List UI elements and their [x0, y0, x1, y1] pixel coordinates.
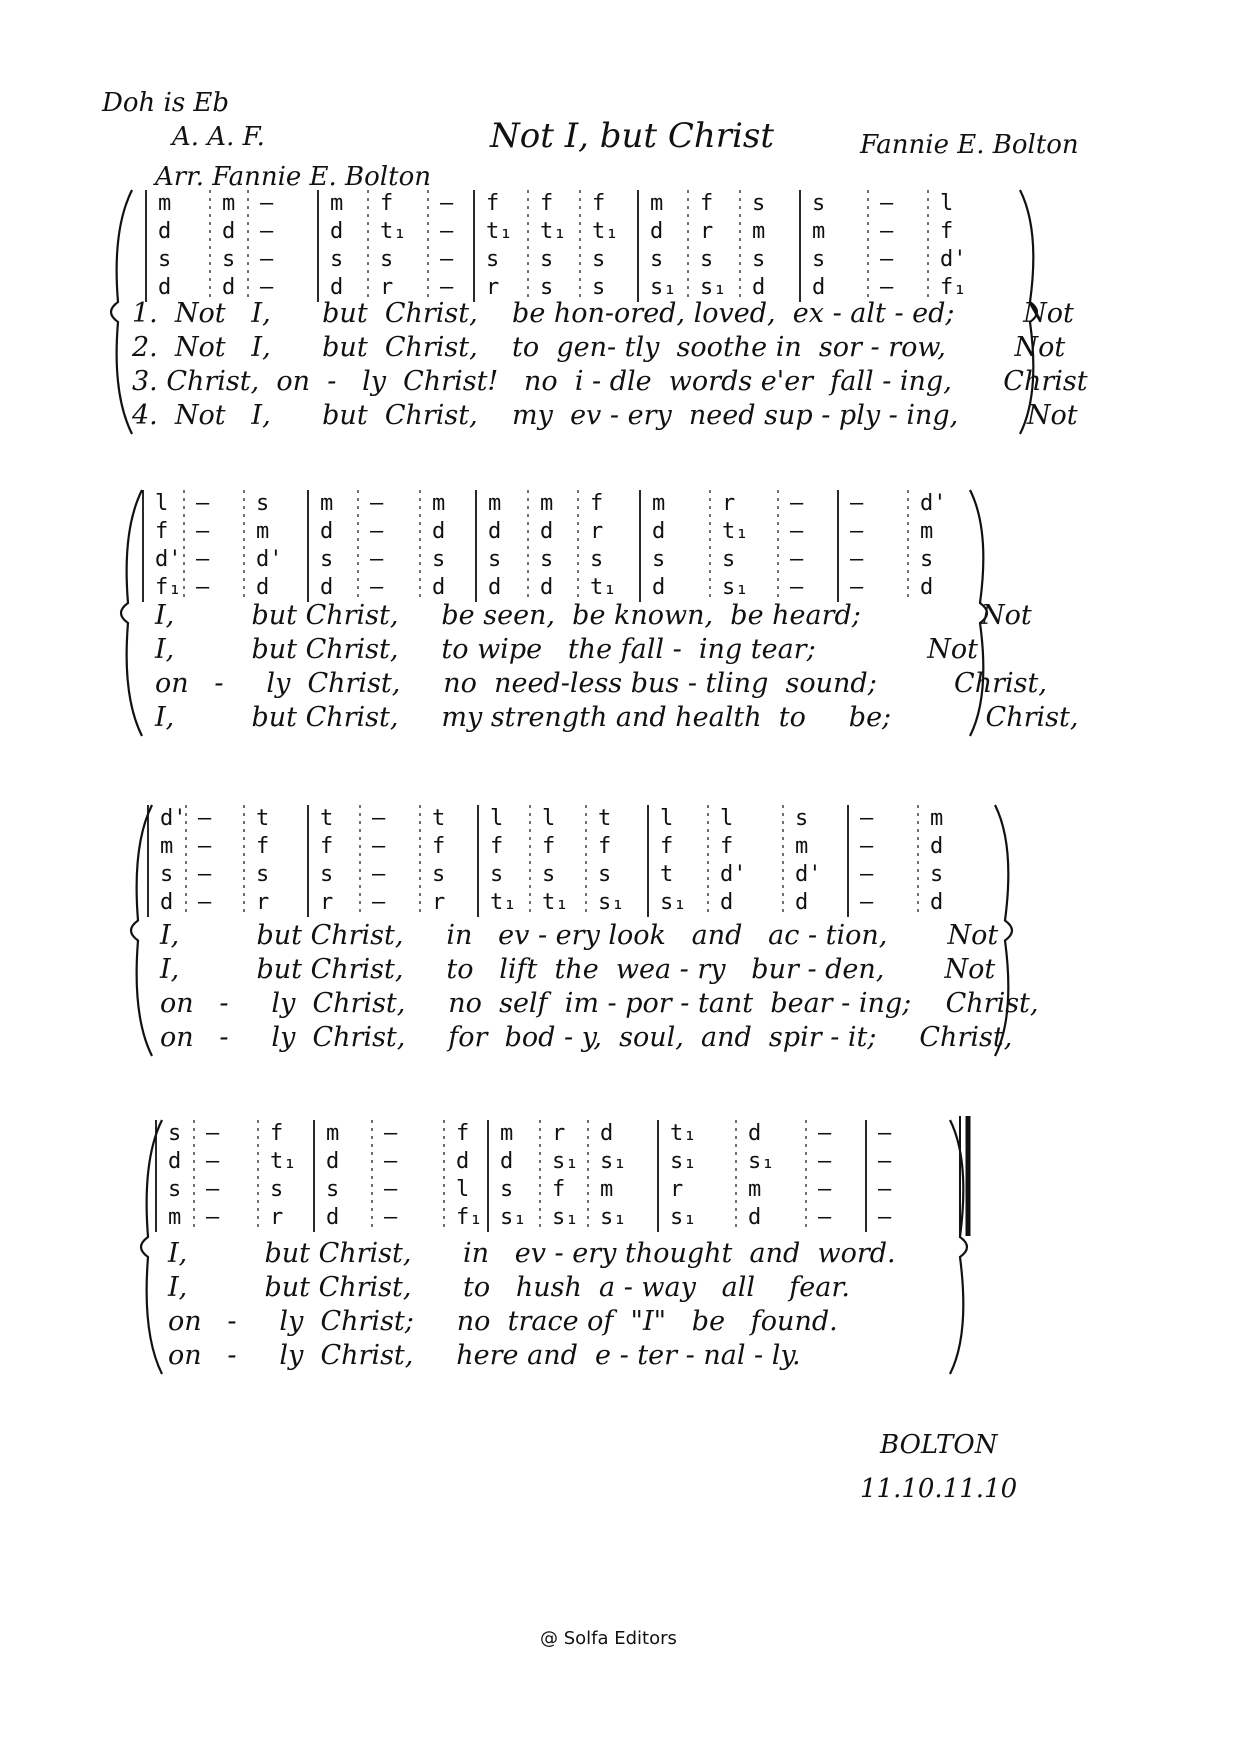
solfa-note: f	[700, 191, 714, 216]
solfa-note: f	[490, 834, 504, 859]
solfa-note: t₁	[722, 519, 749, 544]
solfa-note: d	[330, 275, 344, 300]
solfa-note: d'	[160, 806, 187, 831]
left-brace	[111, 190, 132, 434]
hold-dash: —	[372, 834, 386, 859]
solfa-note: d	[540, 575, 554, 600]
lyric-line-verse-1: I, but Christ, in ev - ery look and ac - tion, Not	[160, 920, 999, 951]
hold-dash: —	[850, 575, 864, 600]
solfa-note: s	[812, 247, 826, 272]
hold-dash: —	[850, 491, 864, 516]
solfa-note: s	[592, 247, 606, 272]
solfa-note: r	[670, 1177, 684, 1202]
hold-dash: —	[860, 890, 874, 915]
solfa-note: t₁	[592, 219, 619, 244]
solfa-note: d	[320, 519, 334, 544]
solfa-note: s	[256, 862, 270, 887]
lyric-line-verse-2: 2. Not I, but Christ, to gen- tly soothe in sor - row, Not	[132, 332, 1066, 363]
solfa-note: m	[652, 491, 666, 516]
hold-dash: —	[440, 219, 454, 244]
hymn-title: Not I, but Christ	[490, 116, 775, 156]
hold-dash: —	[384, 1149, 398, 1174]
solfa-note: s₁	[552, 1149, 579, 1174]
hold-dash: —	[860, 806, 874, 831]
solfa-note: d'	[795, 862, 822, 887]
solfa-note: s	[752, 247, 766, 272]
solfa-note: d	[930, 890, 944, 915]
solfa-note: s	[752, 191, 766, 216]
hold-dash: —	[850, 519, 864, 544]
solfa-note: f	[552, 1177, 566, 1202]
hold-dash: —	[860, 862, 874, 887]
solfa-note: m	[320, 491, 334, 516]
lyric-line-verse-1: I, but Christ, in ev - ery thought and word.	[168, 1238, 896, 1269]
solfa-note: r	[380, 275, 394, 300]
lyric-line-verse-2: I, but Christ, to wipe the fall - ing tear; Not	[155, 634, 978, 665]
solfa-note: d	[720, 890, 734, 915]
lyric-line-verse-2: I, but Christ, to hush a - way all fear.	[168, 1272, 850, 1303]
solfa-note: d	[330, 219, 344, 244]
solfa-note: l	[490, 806, 504, 831]
solfa-note: r	[552, 1121, 566, 1146]
solfa-note: s	[488, 547, 502, 572]
solfa-note: d	[256, 575, 270, 600]
hold-dash: —	[384, 1177, 398, 1202]
solfa-note: t₁	[490, 890, 517, 915]
hold-dash: —	[198, 806, 212, 831]
solfa-note: d	[160, 890, 174, 915]
author-initials: A. A. F.	[172, 122, 265, 152]
music-system-2	[0, 490, 1240, 760]
hold-dash: —	[880, 247, 894, 272]
solfa-note: t	[256, 806, 270, 831]
hold-dash: —	[878, 1149, 892, 1174]
solfa-note: t	[320, 806, 334, 831]
solfa-note: s	[256, 491, 270, 516]
solfa-note: s	[486, 247, 500, 272]
hold-dash: —	[790, 491, 804, 516]
solfa-note: m	[752, 219, 766, 244]
solfa-note: f	[256, 834, 270, 859]
solfa-note: d	[650, 219, 664, 244]
hold-dash: —	[370, 575, 384, 600]
solfa-note: f₁	[456, 1205, 483, 1230]
solfa-note: d	[488, 575, 502, 600]
solfa-note: d	[158, 219, 172, 244]
arranger-credit: Arr. Fannie E. Bolton	[155, 162, 431, 192]
hold-dash: —	[372, 890, 386, 915]
solfa-note: d	[920, 575, 934, 600]
solfa-note: m	[168, 1205, 182, 1230]
hold-dash: —	[196, 575, 210, 600]
left-brace	[141, 1120, 162, 1374]
solfa-note: f	[592, 191, 606, 216]
solfa-note: s	[330, 247, 344, 272]
hold-dash: —	[878, 1121, 892, 1146]
solfa-note: f	[720, 834, 734, 859]
solfa-note: s	[540, 247, 554, 272]
solfa-note: s	[270, 1177, 284, 1202]
solfa-note: m	[748, 1177, 762, 1202]
solfa-note: d	[222, 275, 236, 300]
hold-dash: —	[206, 1177, 220, 1202]
solfa-note: s	[592, 275, 606, 300]
hold-dash: —	[818, 1121, 832, 1146]
solfa-note: f₁	[940, 275, 967, 300]
solfa-note: r	[590, 519, 604, 544]
solfa-note: d	[326, 1205, 340, 1230]
solfa-note: m	[600, 1177, 614, 1202]
hold-dash: —	[880, 275, 894, 300]
hold-dash: —	[370, 547, 384, 572]
hold-dash: —	[790, 575, 804, 600]
solfa-note: s	[158, 247, 172, 272]
solfa-note: d	[812, 275, 826, 300]
solfa-note: l	[660, 806, 674, 831]
copyright-notice: @ Solfa Editors	[540, 1628, 677, 1649]
solfa-note: r	[432, 890, 446, 915]
solfa-note: d	[930, 834, 944, 859]
solfa-note: s	[222, 247, 236, 272]
solfa-note: s	[432, 862, 446, 887]
solfa-note: s	[722, 547, 736, 572]
lyric-line-verse-4: on - ly Christ, here and e - ter - nal - ly.	[168, 1340, 801, 1371]
solfa-note: s	[168, 1121, 182, 1146]
solfa-note: d	[488, 519, 502, 544]
lyric-line-verse-3: on - ly Christ, no need-less bus - tling sound; Christ,	[155, 668, 1047, 699]
lyric-line-verse-2: I, but Christ, to lift the wea - ry bur - den, Not	[160, 954, 996, 985]
hold-dash: —	[440, 191, 454, 216]
solfa-note: d'	[155, 547, 182, 572]
hold-dash: —	[196, 491, 210, 516]
solfa-note: t₁	[670, 1121, 697, 1146]
solfa-note: d	[320, 575, 334, 600]
hold-dash: —	[198, 834, 212, 859]
hold-dash: —	[850, 547, 864, 572]
hold-dash: —	[206, 1121, 220, 1146]
solfa-note: d	[752, 275, 766, 300]
hold-dash: —	[878, 1205, 892, 1230]
solfa-note: s₁	[650, 275, 677, 300]
solfa-note: s	[700, 247, 714, 272]
solfa-note: d	[326, 1149, 340, 1174]
solfa-note: s	[380, 247, 394, 272]
solfa-note: s₁	[552, 1205, 579, 1230]
tune-meter: 11.10.11.10	[860, 1474, 1018, 1504]
solfa-note: s	[650, 247, 664, 272]
right-brace	[950, 1120, 967, 1374]
solfa-note: s₁	[600, 1149, 627, 1174]
solfa-note: f	[380, 191, 394, 216]
solfa-note: s₁	[722, 575, 749, 600]
solfa-note: s	[795, 806, 809, 831]
hold-dash: —	[860, 834, 874, 859]
solfa-note: d	[168, 1149, 182, 1174]
hold-dash: —	[384, 1205, 398, 1230]
solfa-note: r	[320, 890, 334, 915]
solfa-note: m	[326, 1121, 340, 1146]
hold-dash: —	[370, 519, 384, 544]
hold-dash: —	[260, 191, 274, 216]
solfa-note: m	[795, 834, 809, 859]
solfa-note: m	[256, 519, 270, 544]
solfa-note: r	[270, 1205, 284, 1230]
solfa-note: t	[432, 806, 446, 831]
hold-dash: —	[440, 247, 454, 272]
solfa-note: s	[652, 547, 666, 572]
solfa-note: s	[920, 547, 934, 572]
solfa-note: d	[456, 1149, 470, 1174]
music-system-3	[0, 805, 1240, 1085]
solfa-note: f	[940, 219, 954, 244]
solfa-note: f	[456, 1121, 470, 1146]
lyric-line-verse-1: 1. Not I, but Christ, be hon-ored, loved, ex - alt - ed; Not	[132, 298, 1074, 329]
solfa-note: d	[432, 519, 446, 544]
solfa-note: s	[168, 1177, 182, 1202]
solfa-note: t₁	[380, 219, 407, 244]
lyric-line-verse-3: on - ly Christ; no trace of "I" be found.	[168, 1306, 838, 1337]
hold-dash: —	[206, 1149, 220, 1174]
solfa-note: d	[222, 219, 236, 244]
hold-dash: —	[790, 547, 804, 572]
hold-dash: —	[880, 219, 894, 244]
solfa-note: m	[650, 191, 664, 216]
solfa-note: t₁	[270, 1149, 297, 1174]
solfa-note: t₁	[486, 219, 513, 244]
solfa-note: s₁	[660, 890, 687, 915]
solfa-note: d	[652, 519, 666, 544]
solfa-note: m	[432, 491, 446, 516]
hold-dash: —	[196, 547, 210, 572]
solfa-note: s	[432, 547, 446, 572]
solfa-note: s	[590, 547, 604, 572]
solfa-note: f	[486, 191, 500, 216]
solfa-note: s₁	[598, 890, 625, 915]
solfa-note: d'	[256, 547, 283, 572]
hold-dash: —	[818, 1177, 832, 1202]
solfa-note: d'	[940, 247, 967, 272]
hold-dash: —	[818, 1149, 832, 1174]
hold-dash: —	[196, 519, 210, 544]
solfa-note: m	[160, 834, 174, 859]
hold-dash: —	[878, 1177, 892, 1202]
solfa-note: l	[940, 191, 954, 216]
solfa-note: m	[812, 219, 826, 244]
solfa-note: d	[500, 1149, 514, 1174]
lyric-line-verse-4: 4. Not I, but Christ, my ev - ery need sup - ply - ing, Not	[132, 400, 1078, 431]
left-brace	[121, 490, 142, 736]
solfa-note: d	[600, 1121, 614, 1146]
solfa-note: s₁	[600, 1205, 627, 1230]
solfa-note: t₁	[542, 890, 569, 915]
music-system-4	[0, 1120, 1240, 1400]
solfa-note: f	[598, 834, 612, 859]
solfa-note: s	[326, 1177, 340, 1202]
hold-dash: —	[206, 1205, 220, 1230]
solfa-note: d	[795, 890, 809, 915]
solfa-note: d	[432, 575, 446, 600]
lyric-line-verse-3: on - ly Christ, no self im - por - tant bear - ing; Christ,	[160, 988, 1039, 1019]
solfa-note: s	[812, 191, 826, 216]
solfa-note: s₁	[700, 275, 727, 300]
solfa-note: m	[540, 491, 554, 516]
solfa-note: s	[490, 862, 504, 887]
solfa-note: l	[155, 491, 169, 516]
solfa-note: s₁	[670, 1149, 697, 1174]
solfa-note: t	[598, 806, 612, 831]
hold-dash: —	[198, 862, 212, 887]
solfa-note: s	[540, 275, 554, 300]
hold-dash: —	[260, 219, 274, 244]
solfa-note: f	[542, 834, 556, 859]
solfa-note: l	[542, 806, 556, 831]
solfa-note: d	[652, 575, 666, 600]
hold-dash: —	[372, 862, 386, 887]
solfa-note: f	[540, 191, 554, 216]
solfa-note: r	[700, 219, 714, 244]
solfa-note: m	[920, 519, 934, 544]
solfa-note: s	[160, 862, 174, 887]
solfa-note: d	[540, 519, 554, 544]
solfa-note: t₁	[540, 219, 567, 244]
hold-dash: —	[790, 519, 804, 544]
tune-name: BOLTON	[880, 1430, 998, 1460]
composer-credit: Fannie E. Bolton	[860, 130, 1079, 160]
hold-dash: —	[260, 275, 274, 300]
solfa-note: s	[540, 547, 554, 572]
solfa-note: f	[432, 834, 446, 859]
solfa-note: s	[320, 862, 334, 887]
solfa-note: l	[720, 806, 734, 831]
solfa-note: m	[222, 191, 236, 216]
solfa-note: r	[486, 275, 500, 300]
solfa-note: d	[158, 275, 172, 300]
solfa-note: d'	[920, 491, 947, 516]
lyric-line-verse-4: I, but Christ, my strength and health to be; Christ,	[155, 702, 1079, 733]
solfa-note: s	[930, 862, 944, 887]
hold-dash: —	[440, 275, 454, 300]
solfa-note: s₁	[500, 1205, 527, 1230]
hold-dash: —	[260, 247, 274, 272]
solfa-note: d'	[720, 862, 747, 887]
solfa-note: s	[320, 547, 334, 572]
music-system-1	[0, 190, 1240, 450]
solfa-note: s	[500, 1177, 514, 1202]
solfa-note: f	[320, 834, 334, 859]
solfa-note: t₁	[590, 575, 617, 600]
solfa-note: m	[930, 806, 944, 831]
lyric-line-verse-3: 3. Christ, on - ly Christ! no i - dle words e'er fall - ing, Christ	[132, 366, 1088, 397]
solfa-note: f₁	[155, 575, 182, 600]
solfa-note: t	[660, 862, 674, 887]
solfa-note: s₁	[670, 1205, 697, 1230]
hold-dash: —	[818, 1205, 832, 1230]
solfa-note: m	[330, 191, 344, 216]
doh-key-label: Doh is Eb	[102, 88, 230, 118]
solfa-note: s	[542, 862, 556, 887]
solfa-note: m	[500, 1121, 514, 1146]
solfa-note: r	[256, 890, 270, 915]
hold-dash: —	[880, 191, 894, 216]
solfa-note: r	[722, 491, 736, 516]
hold-dash: —	[370, 491, 384, 516]
solfa-note: f	[590, 491, 604, 516]
hold-dash: —	[372, 806, 386, 831]
solfa-note: d	[748, 1205, 762, 1230]
solfa-note: s₁	[748, 1149, 775, 1174]
solfa-note: l	[456, 1177, 470, 1202]
hold-dash: —	[198, 890, 212, 915]
solfa-note: f	[155, 519, 169, 544]
solfa-note: s	[598, 862, 612, 887]
solfa-note: m	[158, 191, 172, 216]
solfa-note: f	[270, 1121, 284, 1146]
solfa-note: d	[748, 1121, 762, 1146]
solfa-note: m	[488, 491, 502, 516]
solfa-note: f	[660, 834, 674, 859]
hold-dash: —	[384, 1121, 398, 1146]
lyric-line-verse-1: I, but Christ, be seen, be known, be heard; Not	[155, 600, 1032, 631]
lyric-line-verse-4: on - ly Christ, for bod - y, soul, and spir - it; Christ,	[160, 1022, 1013, 1053]
